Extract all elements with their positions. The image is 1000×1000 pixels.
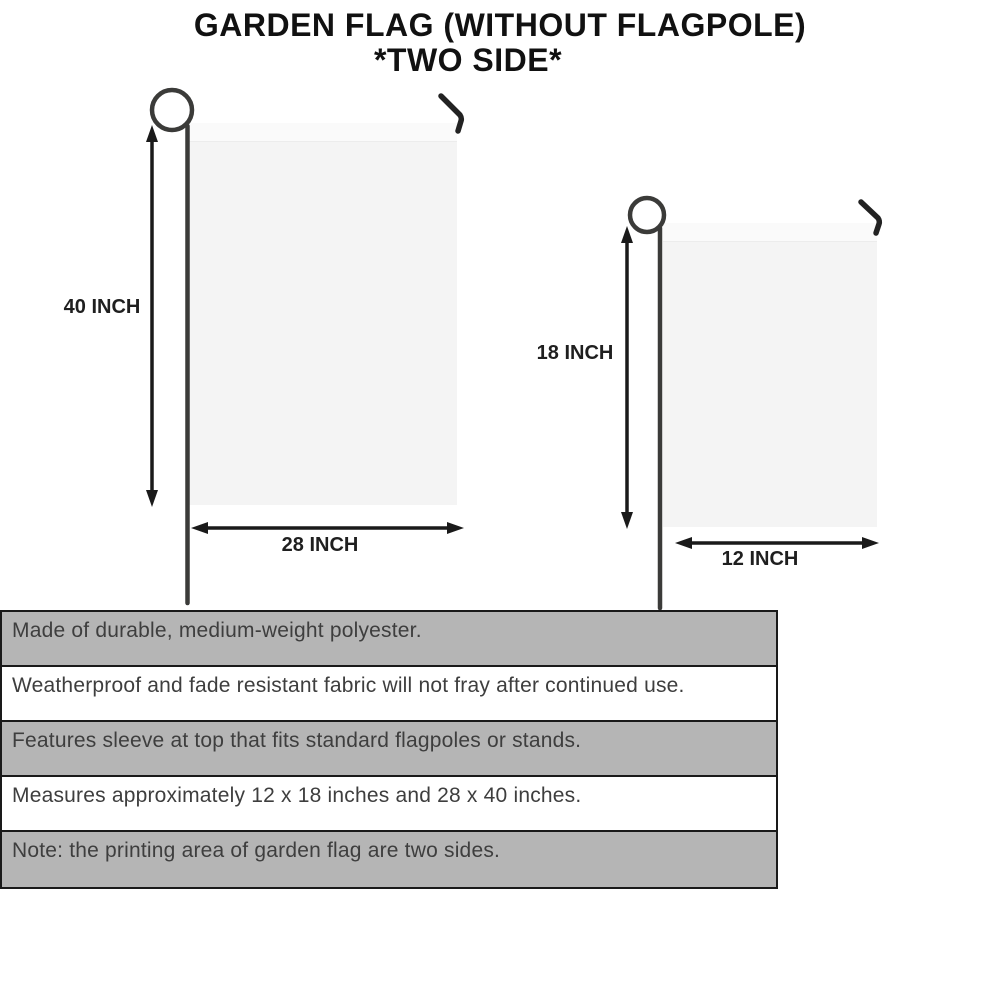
large-flag-width-label: 28 INCH [281,534,359,556]
page-title [0,8,1000,78]
large-flag-sleeve [188,123,457,142]
spec-row [2,722,776,777]
large-flag-width-arrow [191,522,464,534]
large-flag-height-label: 40 INCH [63,296,141,318]
spec-row-text: Note: the printing area of garden flag are two sides. [12,839,501,862]
pole-loop-icon [152,90,192,130]
small-flag-width-label: 12 INCH [721,548,799,570]
title-line-1: GARDEN FLAG (WITHOUT FLAGPOLE) [193,7,807,43]
small-flag-panel [663,223,877,527]
spec-row-text: Measures approximately 12 x 18 inches and 28 x 40 inches. [12,784,582,807]
small-flag-height-arrow [621,226,633,529]
spec-row-text: Made of durable, medium-weight polyester. [12,619,422,642]
spec-row [2,612,776,667]
small-flag-sleeve [663,223,877,242]
pole-loop-icon [630,198,664,232]
title-line-2: *TWO SIDE* [373,42,563,79]
spec-table [0,610,778,889]
spec-row [2,667,776,722]
spec-row [2,832,776,887]
small-flag-height-label: 18 INCH [536,342,614,364]
spec-row [2,777,776,832]
spec-row-text: Features sleeve at top that fits standard flagpoles or stands. [12,729,582,752]
large-flag-panel [188,123,457,505]
spec-row-text: Weatherproof and fade resistant fabric will not fray after continued use. [12,674,685,697]
